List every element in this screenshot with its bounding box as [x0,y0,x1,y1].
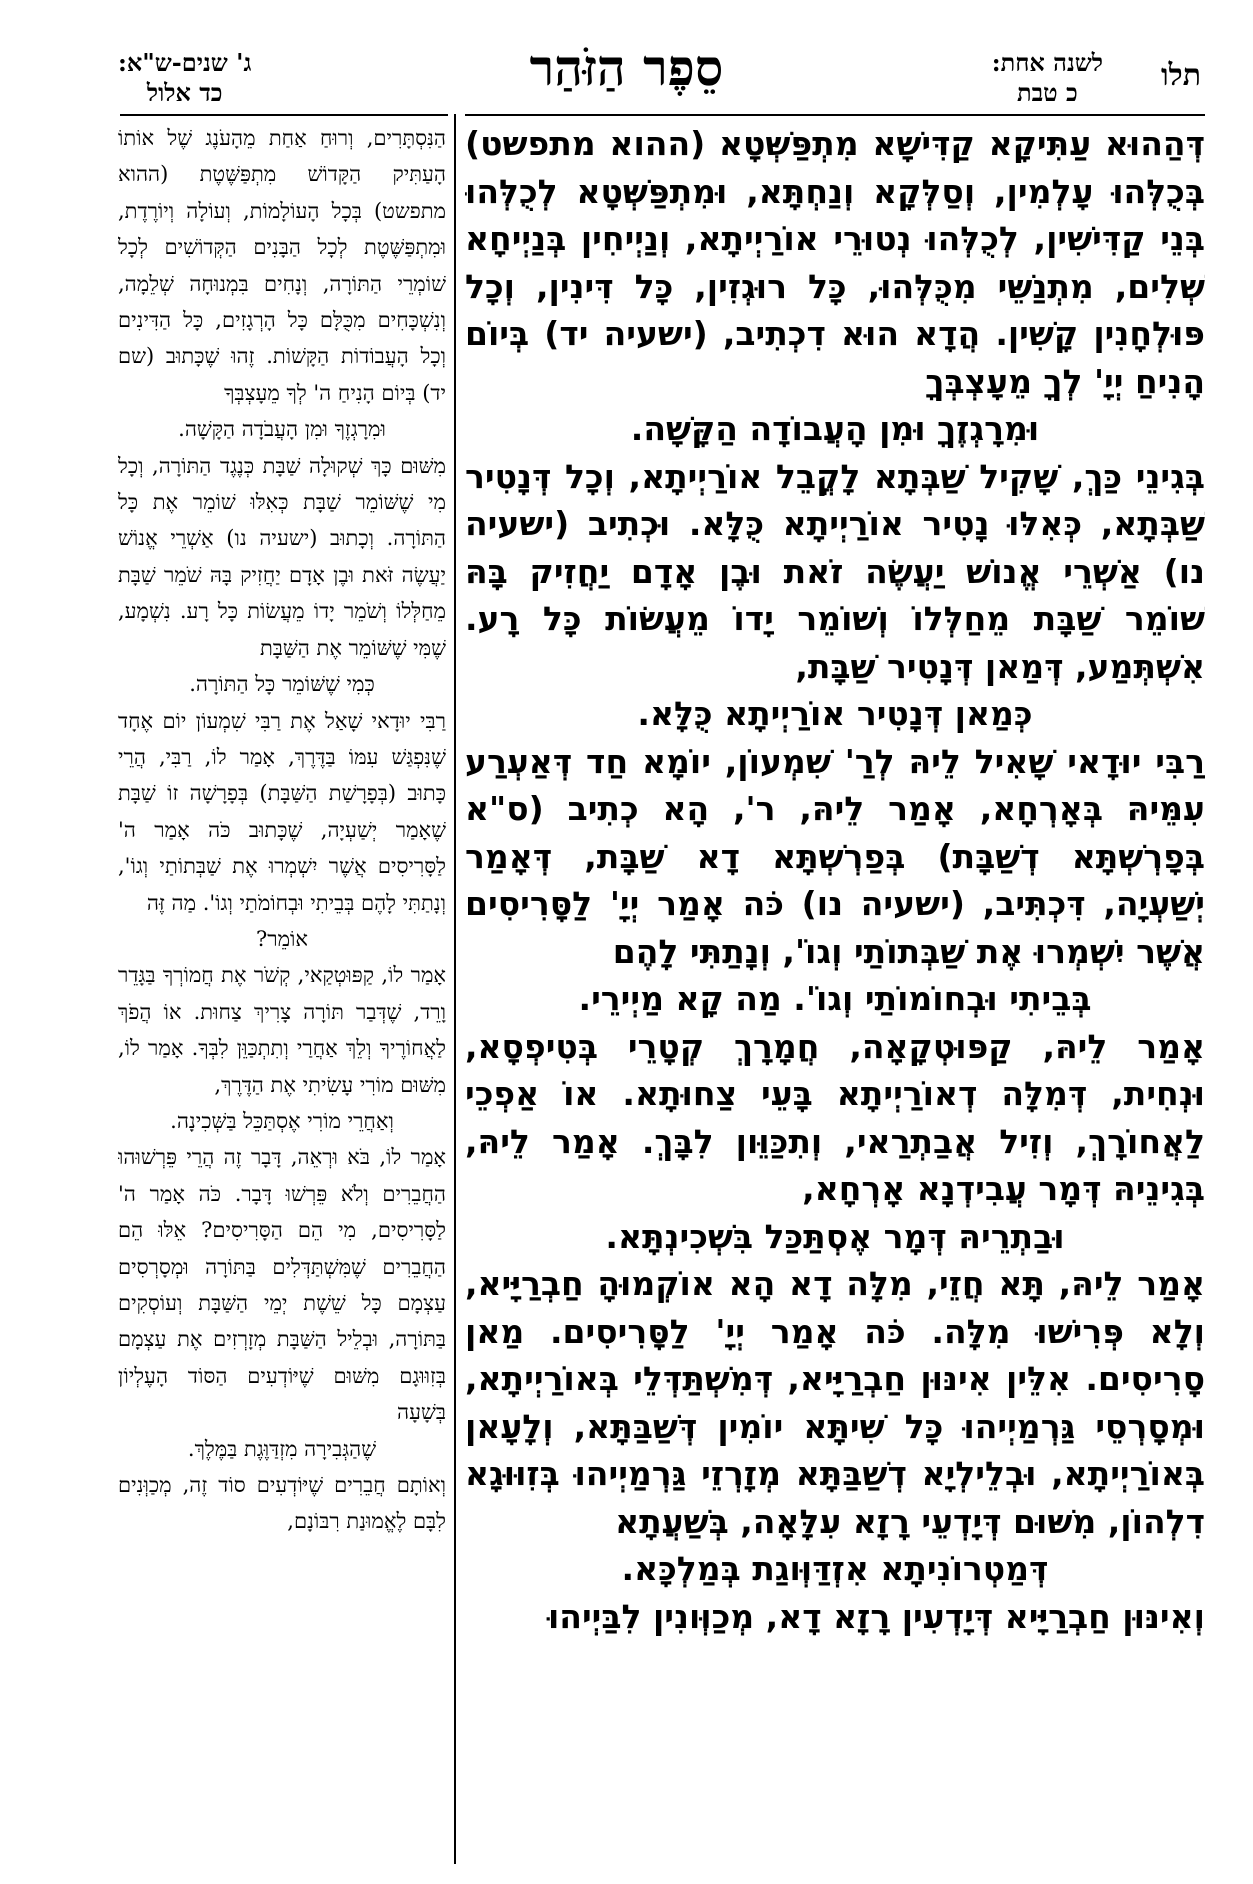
paragraph-last-line: בְּבֵיתִי וּבְחוֹמוֹתַי וְגוֹ'. מַה קָא מַיְירֵי. [578,979,1092,1018]
paragraph-last-line: וּמִרָגְזֶךָ וּמִן הָעֲבוֹדָה הַקָּשָׁה. [630,409,1040,448]
paragraph-text: הַנִּסְתָּרִים, וְרוּחַ אַחַת מֵהָעֹנֶג שֶׁל אוֹתוֹ הָעַתִּיק הַקָּדוֹשׁ מִתְפַּשֶּׁטֶת (ההוא מתפשט) בְּכָל הָעוֹלָמוֹת, וְעוֹלָה וְיוֹרֶדֶת, וּמִתְפַּשֶּׁטֶת לְכָל הַבָּנִים הַקְּדוֹשִׁים לְכָל שׁוֹמְרֵי הַתּוֹרָה, וְנָחִים בִּמְנוּחָה שְׁלֵמָה, וְנִשְׁכָּחִים מִכֻּלָּם כָּל הָרְגָזִים, כָּל הַדִּינִים וְכָל הָעֲבוֹדוֹת הַקָּשׁוֹת. זֶהוּ שֶׁכָּתוּב (שם יד) בְּיוֹם הָנִיחַ ה' לְךָ מֵעָצְבְּךָ [118,126,446,405]
paragraph-last-line: וּמִרָגְזֶךָ וּמִן הָעֲבֹדָה הַקָּשָׁה. [178,417,386,442]
schedule-right-line1: לשנה אחת: [991,48,1103,77]
paragraph-last-line: שֶׁהַגְּבִירָה מִזְדַּוֶּגֶת בַּמֶּלֶךְ. [187,1436,377,1461]
schedule-left-line1: ג' שנים-ש"א: [118,48,252,77]
side-paragraph [118,703,446,958]
paragraph-text: רַבִּי יוּדָאי שָׁאִיל לֵיהּ לְרַ' שִׁמְעוֹן, יוֹמָא חַד דְּאַעְרַע עִמֵּיהּ בְּאָרְחָא, אָמַר לֵיהּ, ר', הָא כְתִיב (ס"א בְּפָרְשְׁתָּא דְשַׁבָּת) בְּפַרְשְׁתָּא דָא שַׁבָּת, דְּאָמַר יְשַׁעְיָה, דִּכְתִּיב, (ישעיה נו) כֹּה אָמַר יְיָ' לַסָּרִיסִים אֲשֶׁר יִשְׁמְרוּ אֶת שַׁבְּתוֹתַי וְגוֹ', וְנָתַתִּי לָהֶם [465,741,1205,971]
hebrew-translation-column [118,120,446,1870]
side-paragraph [118,120,446,448]
study-schedule-right [992,48,1103,108]
main-paragraph [465,1593,1205,1641]
book-title: סֵפֶר הַזֹּהַר [529,38,724,97]
paragraph-text: וְאִינּוּן חַבְרַיָּיא דְּיָדְעִין רָזָא דָא, מְכַוְּונִין לִבַּיְיהוּ [547,1596,1205,1636]
main-paragraph [465,453,1205,738]
paragraph-text: אָמַר לוֹ, קַפּוּטְקַאי, קְשֹׁר אֶת חֲמוֹרְךָ בַּגָּדֵר וָרֵד, שֶׁדְּבַר תּוֹרָה צָרִיךְ צַחוּת. אוֹ הֲפֹךְ לַאֲחוֹרֶיךָ וְלֵךְ אַחֲרַי וְתִתְכַּוֵּן לִבְּךָ. אָמַר לוֹ, מִשּׁוּם מוֹרִי עָשִׂיתִי אֶת הַדֶּרֶךְ, [118,963,446,1097]
side-paragraph [118,957,446,1139]
main-paragraph [465,738,1205,1023]
side-paragraph [118,1139,446,1467]
header-rule-side [120,114,448,116]
paragraph-text: אָמַר לֵיהּ, קַפּוּטְקָאָה, חֲמָרָךְ קְטָרֵי בְּטִיפְסָא, וּנְחִית, דְּמִלָּה דְאוֹרַיְיתָא בָּעֵי צַחוּתָא. אוֹ אַפְכֵי לַאֲחוֹרָךְ, וְזִיל אֲבַתְרַאי, וְתִכַּוֵּון לִבָּךְ. אָמַר לֵיהּ, בְּגִינֵיהּ דְּמָר עֲבִידְנָא אָרְחָא, [465,1026,1205,1208]
study-schedule-left [118,48,251,108]
aramaic-text-column [465,120,1205,1870]
main-paragraph [465,120,1205,453]
side-paragraph [118,1467,446,1540]
paragraph-last-line: כְּמִי שֶׁשּׁוֹמֵר כָּל הַתּוֹרָה. [189,672,375,697]
page-number: תלו [1160,58,1201,93]
paragraph-text: בְּגִינֵי כַּךְ, שָׁקִיל שַׁבְּתָא לָקֳבֵל אוֹרַיְיתָא, וְכָל דְּנָטִיר שַׁבְּתָא, כְּאִלּוּ נָטִיר אוֹרַיְיתָא כֻּלָּא. וּכְתִיב (ישעיה נו) אַשְׁרֵי אֱנוֹשׁ יַעֲשֶׂה זֹאת וּבֶן אָדָם יַחֲזִיק בָּהּ שׁוֹמֵר שַׁבָּת מֵחַלְּלוֹ וְשׁוֹמֵר יָדוֹ מֵעֲשׂוֹת כָּל רָע. אִשְׁתְּמַע, דְּמַאן דְּנָטִיר שַׁבָּת, [465,456,1205,686]
paragraph-text: אָמַר לֵיהּ, תָּא חֲזֵי, מִלָּה דָא הָא אוֹקְמוּהָ חַבְרַיָּיא, וְלָא פְּרִישׁוּ מִלָּה. כֹּה אָמַר יְיָ' לַסָּרִיסִים. מַאן סָרִיסִים. אִלֵּין אִינּוּן חַבְרַיָּיא, דְּמִשְׁתַּדְּלֵי בְּאוֹרַיְיתָא, וּמְסָרְסֵי גַּרְמַיְיהוּ כָּל שִׁיתָּא יוֹמִין דְּשַׁבַּתָּא, וְלָעָאן בְּאוֹרַיְיתָא, וּבְלֵילְיָא דְשַׁבַּתָּא מְזָרְזֵי גַּרְמַיְיהוּ בְּזִוּוּגָא דִלְהוֹן, מִשּׁוּם דְּיָדְעֵי רָזָא עִלָּאָה, בְּשַׁעֲתָא [465,1264,1205,1541]
paragraph-text: וְאוֹתָם חֲבֵרִים שֶׁיּוֹדְעִים סוֹד זֶה, מְכַוְּנִים לִבָּם לֶאֱמוּנַת רִבּוֹנָם, [118,1473,446,1534]
main-paragraph [465,1260,1205,1593]
paragraph-last-line: וְאַחֲרֵי מוֹרִי אֶסְתַּכֵּל בַּשְּׁכִינָה. [170,1108,394,1133]
header-rule-main [465,114,1205,116]
paragraph-text: דְּהַהוּא עַתִּיקָא קַדִּישָׁא מִתְפַּשְּׁטָא (ההוא מתפשט) בְּכֻלְּהוּ עָלְמִין, וְסַלְּקָא וְנַחְתָּא, וּמִתְפַּשְּׁטָא לְכֻלְּהוּ בְּנֵי קַדִּישִׁין, לְכֻלְּהוּ נְטוּרֵי אוֹרַיְיתָא, וְנַיְיחִין בְּנַיְיחָא שְׁלִים, מִתְנַשֵּׁי מִכֻּלְּהוּ, כָּל רוּגְזִין, כָּל דִּינִין, וְכָל פּוּלְחָנִין קָשִׁין. הֲדָא הוּא דִכְתִיב, (ישעיה יד) בְּיוֹם הָנִיחַ יְיָ' לְךָ מֵעָצְבְּךָ [465,124,1205,401]
paragraph-text: מִשּׁוּם כָּךְ שְׁקוּלָה שַׁבָּת כְּנֶגֶד הַתּוֹרָה, וְכָל מִי שֶׁשּׁוֹמֵר שַׁבָּת כְּאִלּוּ שׁוֹמֵר אֶת כָּל הַתּוֹרָה. וְכָתוּב (ישעיה נו) אַשְׁרֵי אֱנוֹשׁ יַעֲשֶׂה זֹּאת וּבֶן אָדָם יַחֲזִיק בָּהּ שֹׁמֵר שַׁבָּת מֵחַלְּלוֹ וְשֹׁמֵר יָדוֹ מֵעֲשׂוֹת כָּל רָע. נִשְׁמָע, שֶׁמִּי שֶׁשּׁוֹמֵר אֶת הַשַּׁבָּת [118,453,446,660]
paragraph-last-line: דְּמַטְרוֹנִיתָא אִזְדַּוְּוגַת בְּמַלְכָּא. [621,1549,1049,1588]
paragraph-last-line: אוֹמֵר? [256,926,308,951]
main-paragraph [465,1023,1205,1261]
paragraph-text: רַבִּי יוּדָאי שָׁאַל אֶת רַבִּי שִׁמְעוֹן יוֹם אֶחָד שֶׁנִּפְגַּשׁ עִמּוֹ בַּדֶּרֶךְ, אָמַר לוֹ, רַבִּי, הֲרֵי כָּתוּב (בְּפָרָשַׁת הַשַּׁבָּת) בְּפָרָשָׁה זוֹ שַׁבָּת שֶׁאָמַר יְשַׁעְיָה, שֶׁכָּתוּב כֹּה אָמַר ה' לַסָּרִיסִים אֲשֶׁר יִשְׁמְרוּ אֶת שַׁבְּתוֹתַי וְגוֹ', וְנָתַתִּי לָהֶם בְּבֵיתִי וּבְחוֹמֹתַי וְגוֹ'. מַה זֶּה [118,708,446,915]
schedule-left-line2: כד אלול [146,78,223,107]
paragraph-last-line: כְּמַאן דְּנָטִיר אוֹרַיְיתָא כֻּלָּא. [637,694,1033,733]
schedule-right-line2: כ טבת [1016,78,1078,107]
side-paragraph [118,448,446,703]
paragraph-text: אָמַר לוֹ, בֹּא וּרְאֵה, דָּבָר זֶה הֲרֵי פֵּרְשׁוּהוּ הַחֲבֵרִים וְלֹא פֵּרְשׁוּ דָּבָר. כֹּה אָמַר ה' לַסָּרִיסִים, מִי הֵם הַסָּרִיסִים? אֵלּוּ הֵם הַחֲבֵרִים שֶׁמִּשְׁתַּדְּלִים בַּתּוֹרָה וּמְסָרְסִים עַצְמָם כָּל שֵׁשֶׁת יְמֵי הַשַּׁבָּת וְעוֹסְקִים בַּתּוֹרָה, וּבְלֵיל הַשַּׁבָּת מְזָרְזִים אֶת עַצְמָם בְּזִוּוּגָם מִשּׁוּם שֶׁיּוֹדְעִים הַסּוֹד הָעֶלְיוֹן בְּשָׁעָה [118,1145,446,1425]
column-divider [454,114,456,1864]
paragraph-last-line: וּבַתְרֵיהּ דְּמָר אֶסְתַּכַּל בִּשְׁכִינְתָּא. [605,1216,1065,1256]
